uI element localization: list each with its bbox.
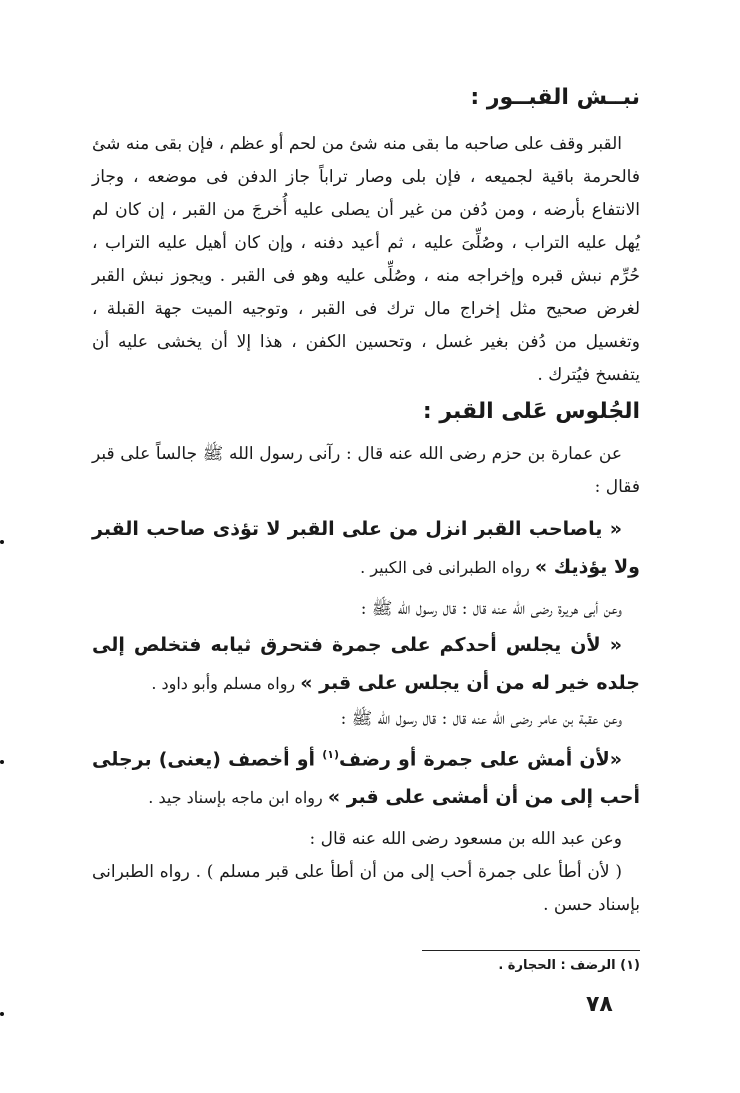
narration-intro-2: وعن أبى هريرة رضى الله عنه قال : قال رسول الله ﷺ : [360, 599, 622, 619]
scan-edge-mark [0, 1012, 4, 1016]
hadith-3-text-b: أو أخصف (يعنى) برجلى أحب إلى من أن أمشى على قبر » [92, 748, 640, 809]
footnote: (١) الرضف : الحجارة . [498, 958, 640, 973]
footnote-marker: (١) [322, 748, 339, 761]
hadith-1 [92, 510, 640, 587]
hadith-1-source: رواه الطبرانى فى الكبير . [360, 558, 535, 577]
scan-edge-mark [0, 540, 4, 544]
hadith-2-text: « لأن يجلس أحدكم على جمرة فتحرق ثيابه فتخلص إلى جلده خير له من أن يجلس على قبر » [92, 634, 640, 694]
hadith-1-text: « ياصاحب القبر انزل من على القبر لا تؤذى صاحب القبر ولا يؤذيك » [92, 518, 640, 578]
scan-edge-mark [0, 760, 4, 764]
hadith-2-source: رواه مسلم وأبو داود . [151, 674, 301, 693]
hadith-3-text-a: «لأن أمش على جمرة أو رضف [338, 748, 622, 771]
hadith-3 [92, 736, 640, 817]
page-body [92, 78, 640, 922]
hadith-2 [92, 626, 640, 703]
hadith-4: ( لأن أطأ على جمرة أحب إلى من أن أطأ على قبر مسلم ) . رواه الطبرانى بإسناد حسن . [92, 862, 640, 916]
footnote-divider [422, 950, 640, 951]
section-heading-exhumation: نبــش القبــور : [470, 85, 640, 110]
narration-intro-1: عن عمارة بن حزم رضى الله عنه قال : رآنى رسول الله ﷺ جالساً على قبر فقال : [92, 444, 640, 497]
narration-intro-4: وعن عبد الله بن مسعود رضى الله عنه قال : [309, 829, 622, 850]
page-number: ٧٨ [586, 992, 613, 1017]
hadith-3-source: رواه ابن ماجه بإسناد جيد . [148, 788, 328, 808]
section-heading-sitting-on-grave: الجُلوس عَلى القبر : [422, 399, 640, 424]
exhumation-paragraph: القبر وقف على صاحبه ما بقى منه شئ من لحم أو عظم ، فإن بقى منه شئ فالحرمة باقية لجميعه ، فإن بلى وصار تراباً جاز الدفن فى موضعه ، وجاز الانتفاع بأرضه ، ومن دُفن من غير أن يصلى عليه أُخرجَ من القبر ، إن كان لم يُهل عليه التراب ، وصُلِّىَ عليه ، ثم أعيد دفنه ، وإن كان أهيل عليه التراب ، حُرِّم نبش قبره وإخراجه منه ، وصُلِّى عليه وهو فى القبر . ويجوز نبش القبر لغرض صحيح مثل إخراج مال ترك فى القبر ، وتوجيه الميت جهة القبلة ، وتغسيل من دُفن بغير غسل ، وتحسين الكفن ، هذا إلا أن يخشى عليه أن يتفسخ فيُترك . [92, 134, 640, 385]
narration-intro-3: وعن عقبة بن عامر رضى الله عنه قال : قال رسول الله ﷺ : [340, 709, 622, 729]
